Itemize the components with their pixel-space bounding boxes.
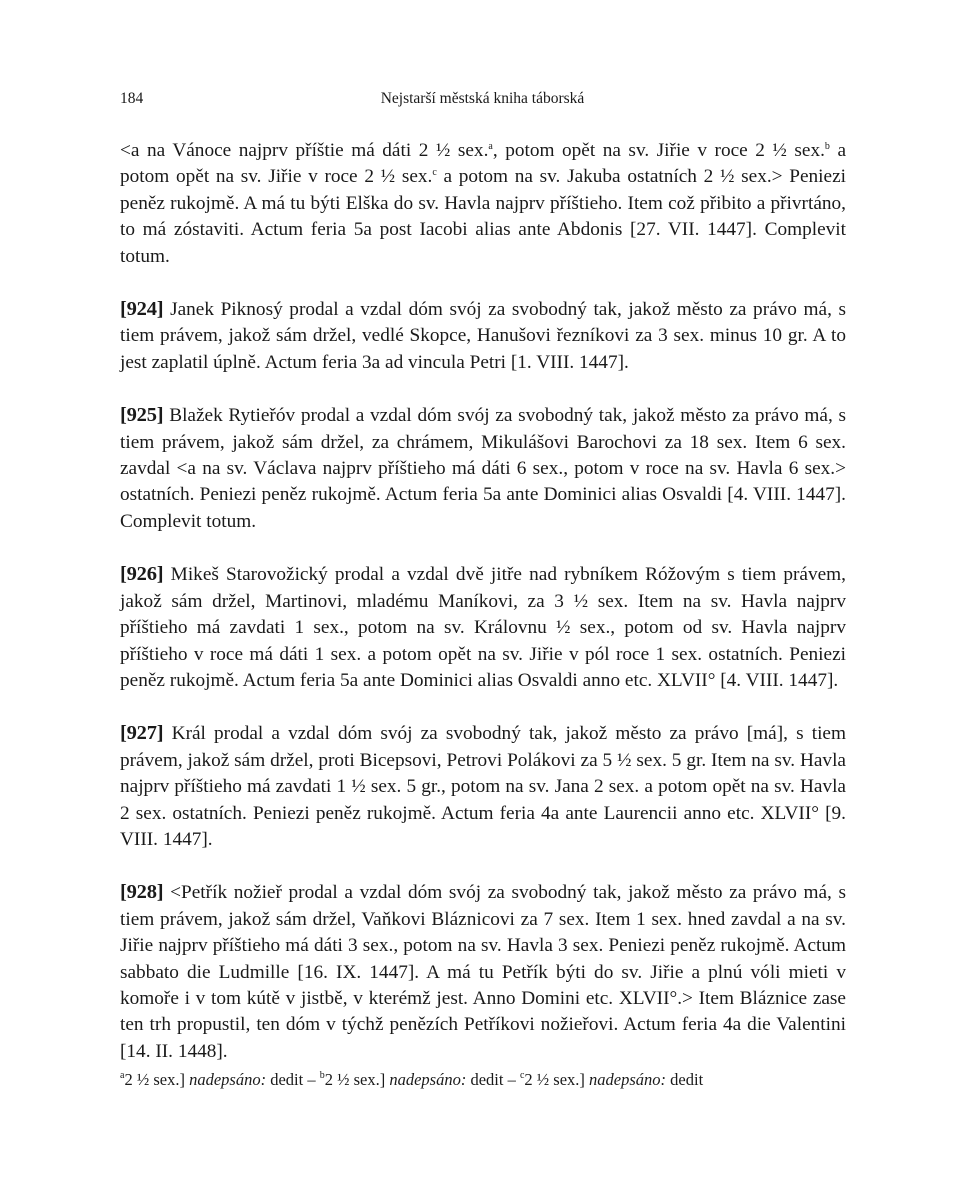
- footnote-note: nadepsáno:: [189, 1070, 267, 1089]
- footnote-mark: a: [120, 1070, 125, 1081]
- entry-text: Král prodal a vzdal dóm svój za svobodný tak, jakož město za právo [má], s tiem právem, jakož sám držel, proti Bicepsovi, Petrovi Polákovi za 5 ½ sex. 5 gr. Item na sv. Havla najprv příštieho má zavdati 1 ½ sex. 5 gr., potom na sv. Jana 2 sex. a potom opět na sv. Havla 2 sex. ostatních. Peniezi peněz rukojmě. Actum feria 4a ante Laurencii anno etc. XLVII° [9. VIII. 1447].: [120, 723, 846, 850]
- entry-paragraph: [120, 561, 846, 694]
- continuation-paragraph: <a na Vánoce najprv příštie má dáti 2 ½ sex.$^a$, potom opět na sv. Jiřie v roce 2 ½ sex.$^b$ a potom opět na sv. Jiřie v roce 2 ½ sex.$^c$ a potom na sv. Jakuba ostatních 2 ½ sex.> Peniezi peněz rukojmě. A má tu býti Elška do sv. Havla najprv příštieho. Item což přibito a přivrtáno, to má zóstaviti. Actum feria 5a post Iacobi alias ante Abdonis [27. VII. 1447]. Complevit totum.: [120, 140, 847, 267]
- footnote-marker: a: [488, 141, 493, 152]
- entry-paragraph: [120, 296, 846, 376]
- entry-paragraph: [120, 720, 846, 853]
- entry-text: Janek Piknosý prodal a vzdal dóm svój za svobodný tak, jakož město za právo má, s tiem právem, jakož sám držel, vedlé Skopce, Hanušovi řezníkovi za 3 sex. minus 10 gr. A to jest zaplatil úplně. Actum feria 3a ad vincula Petri [1. VIII. 1447].: [120, 299, 846, 373]
- entry-number: [925]: [120, 404, 164, 427]
- entry-paragraph: [120, 879, 846, 1065]
- entry-paragraph: [120, 402, 846, 535]
- entry-text: <Petřík nožieř prodal a vzdal dóm svój za svobodný tak, jakož město za právo má, s tiem právem, jakož sám držel, Vaňkovi Bláznicovi za 7 sex. Item 1 sex. hned zavdal a na sv. Jiřie najprv příštieho má dáti 3 sex., potom na sv. Havla 3 sex. Peniezi peněz rukojmě. Actum sabbato die Ludmille [16. IX. 1447]. A má tu Petřík býti do sv. Jiřie a plnú vóli mieti v komoře i v tom kútě v jistbě, v kterémž jest. Anno Domini etc. XLVII°.> Item Bláznice zase ten trh propustil, ten dóm v týchž penězích Petříkovi nožieřovi. Actum feria 4a die Valentini [14. II. 1448].: [120, 882, 846, 1062]
- entry-number: [926]: [120, 563, 164, 586]
- footnote-mark: c: [519, 1070, 525, 1081]
- entry-number: [927]: [120, 722, 164, 745]
- entry-text: Mikeš Starovožický prodal a vzdal dvě jitře nad rybníkem Róžovým s tiem právem, jakož sám držel, Martinovi, mladému Maníkovi, za 3 ½ sex. Item na sv. Havla najprv příštieho má zavdati 1 sex., potom na sv. Královnu ½ sex., potom od sv. Havla najprv příštieho v roce má dáti 1 sex. a potom opět na sv. Jiřie v pól roce 1 sex. ostatních. Peniezi peněz rukojmě. Actum feria 5a ante Dominici alias Osvaldi anno etc. XLVII° [4. VIII. 1447].: [120, 564, 846, 691]
- footnote-note: nadepsáno:: [389, 1070, 467, 1089]
- footnote-note: nadepsáno:: [589, 1070, 667, 1089]
- footnotes: $^a$2 ½ sex.] nadepsáno: dedit – $^b$2 ½ sex.] nadepsáno: dedit – $^c$2 ½ sex.] nadepsáno: dedit: [120, 1070, 704, 1089]
- running-head: [120, 90, 845, 114]
- book-title: Nejstarší městská kniha táborská: [380, 90, 585, 107]
- page-number: 184: [120, 90, 144, 107]
- entry-number: [928]: [120, 881, 164, 904]
- footnote-marker: b: [824, 141, 830, 152]
- footnote-marker: c: [432, 167, 437, 179]
- entry-text: Blažek Rytieřóv prodal a vzdal dóm svój za svobodný tak, jakož město za právo má, s tiem právem, jakož sám držel, za chrámem, Mikulášovi Barochovi za 18 sex. Item 6 sex. zavdal <a na sv. Václava najprv příštieho má dáti 6 sex., potom v roce na sv. Havla 6 sex.> ostatních. Peniezi peněz rukojmě. Actum feria 5a ante Dominici alias Osvaldi [4. VIII. 1447]. Complevit totum.: [120, 405, 846, 532]
- entry-number: [924]: [120, 298, 164, 321]
- document-body: [120, 138, 846, 1065]
- footnote-mark: b: [319, 1070, 325, 1081]
